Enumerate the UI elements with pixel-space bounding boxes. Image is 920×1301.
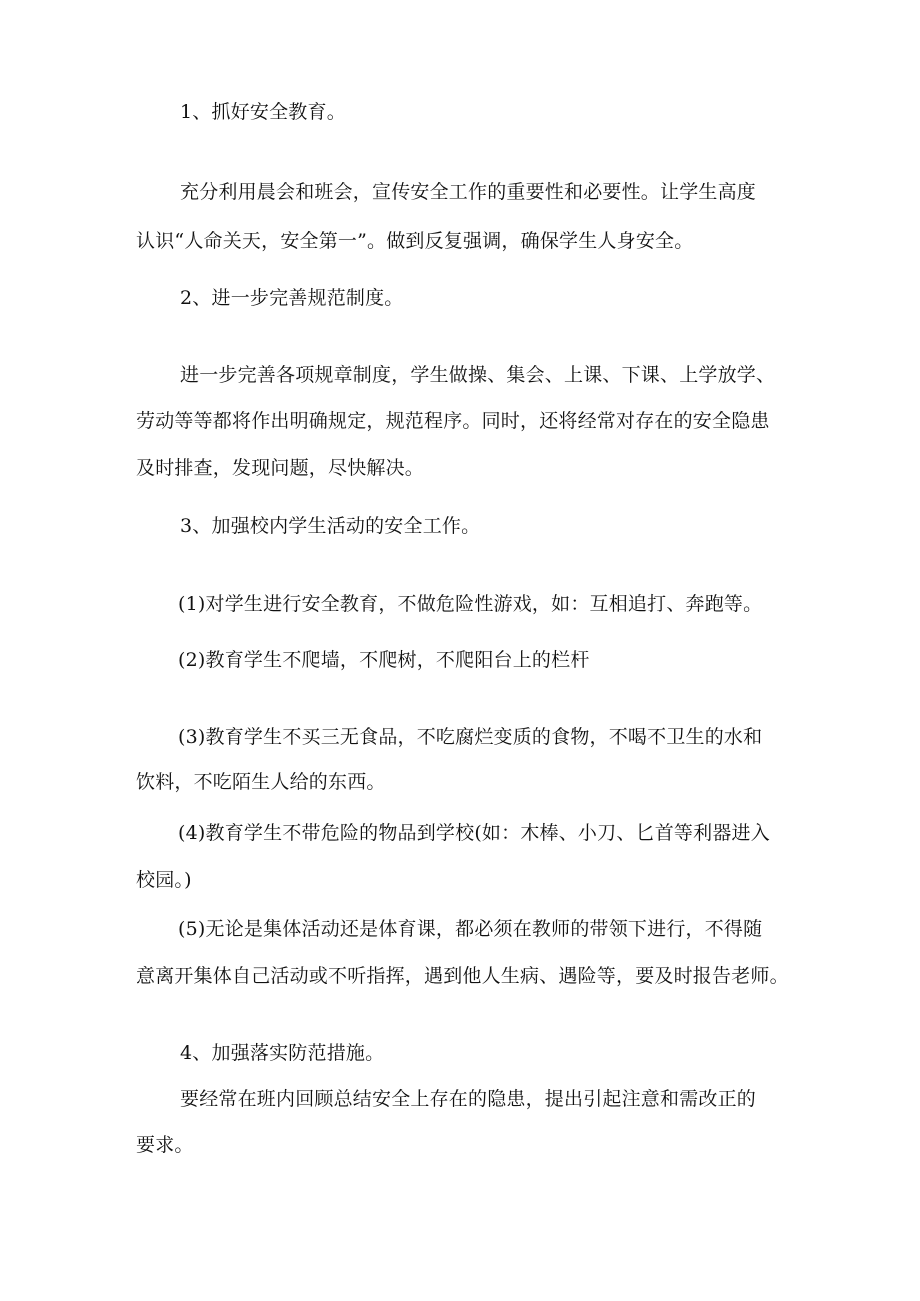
list-item-3-line-1: (3)教育学生不买三无食品，不吃腐烂变质的食物，不喝不卫生的水和 <box>178 726 763 748</box>
paragraph-2-line-1: 进一步完善各项规章制度，学生做操、集会、上课、下课、上学放学、 <box>180 364 776 386</box>
paragraph-2-line-2: 劳动等等都将作出明确规定，规范程序。同时，还将经常对存在的安全隐患 <box>136 410 770 432</box>
section-heading-4: 4、加强落实防范措施。 <box>180 1042 385 1064</box>
list-item-1: (1)对学生进行安全教育，不做危险性游戏，如：互相追打、奔跑等。 <box>178 593 763 615</box>
list-item-3-line-2: 饮料，不吃陌生人给的东西。 <box>136 771 386 793</box>
list-item-5-line-1: (5)无论是集体活动还是体育课，都必须在教师的带领下进行，不得随 <box>178 918 763 940</box>
list-item-4-line-2: 校园。) <box>136 869 192 891</box>
list-item-5-line-2: 意离开集体自己活动或不听指挥，遇到他人生病、遇险等，要及时报告老师。 <box>136 965 789 987</box>
paragraph-1-line-1: 充分利用晨会和班会，宣传安全工作的重要性和必要性。让学生高度 <box>180 181 757 203</box>
paragraph-2-line-3: 及时排查，发现问题，尽快解决。 <box>136 457 425 479</box>
list-item-2: (2)教育学生不爬墙，不爬树，不爬阳台上的栏杆 <box>178 649 590 671</box>
paragraph-4-line-1: 要经常在班内回顾总结安全上存在的隐患，提出引起注意和需改正的 <box>180 1088 757 1110</box>
paragraph-4-line-2: 要求。 <box>136 1134 194 1156</box>
section-heading-3: 3、加强校内学生活动的安全工作。 <box>180 515 481 537</box>
list-item-4-line-1: (4)教育学生不带危险的物品到学校(如：木棒、小刀、匕首等利器进入 <box>178 822 770 844</box>
section-heading-2: 2、进一步完善规范制度。 <box>180 287 404 309</box>
paragraph-1-line-2: 认识“人命关天，安全第一”。做到反复强调，确保学生人身安全。 <box>136 230 694 252</box>
section-heading-1: 1、抓好安全教育。 <box>180 101 346 123</box>
